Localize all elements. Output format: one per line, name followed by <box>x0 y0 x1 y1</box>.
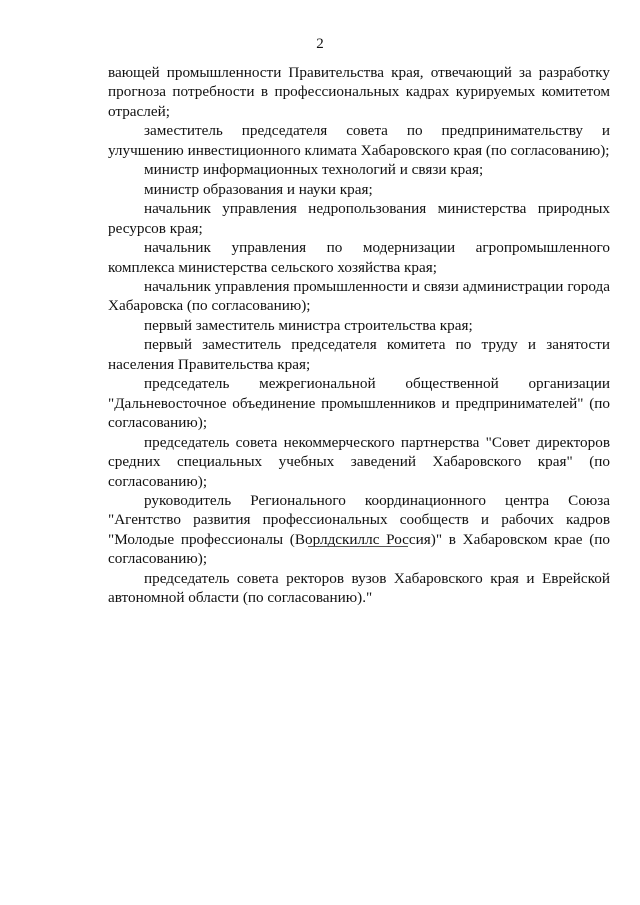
paragraph-minister-education-science: министр образования и науки края; <box>144 180 373 198</box>
page-number: 2 <box>316 36 324 52</box>
paragraph-deputy-chair-entrepreneurship-council: заместитель председателя совета по предпринимательству и улучшению инвестиционного климата Хабаровского края (по согласованию); <box>108 122 610 159</box>
document-body <box>108 63 610 608</box>
paragraph-head-subsoil-use: начальник управления недропользования министерства природных ресурсов края; <box>108 200 610 237</box>
paragraph-head-industry-khabarovsk: начальник управления промышленности и связи администрации города Хабаровска (по согласованию); <box>108 277 610 315</box>
paragraph-chair-far-east-industrialists: председатель межрегиональной общественной организации "Дальневосточное объединение промышленников и предпринимателей" (по согласованию); <box>108 375 610 432</box>
paragraph-minister-it-communications: министр информационных технологий и связи края; <box>144 161 484 179</box>
paragraph-chair-rectors-council: председатель совета ректоров вузов Хабаровского края и Еврейской автономной области (по согласованию)." <box>108 569 610 607</box>
paragraph-first-deputy-labor-committee: первый заместитель председателя комитета по труду и занятости населения Правительства края; <box>108 336 610 373</box>
paragraph-continuation: вающей промышленности Правительства края, отвечающий за разработку прогноза потребности в профессиональных кадрах курируемых комитетом отраслей; <box>108 64 610 120</box>
paragraph-head-worldskills-center: руководитель Регионального координационного центра Союза "Агентство развития профессиональных сообществ и рабочих кадров "Молодые профессионалы (Ворлдскиллс Россия)" в Хабаровском крае (по согласованию); <box>108 491 610 568</box>
end-divider-line <box>308 546 408 547</box>
paragraph-chair-directors-council: председатель совета некоммерческого партнерства "Совет директоров средних специальных учебных заведений Хабаровского края" (по согласованию); <box>108 433 610 490</box>
paragraph-first-deputy-construction: первый заместитель министра строительства края; <box>144 316 473 334</box>
paragraph-head-agro-modernization: начальник управления по модернизации агропромышленного комплекса министерства сельского хозяйства края; <box>108 239 610 276</box>
